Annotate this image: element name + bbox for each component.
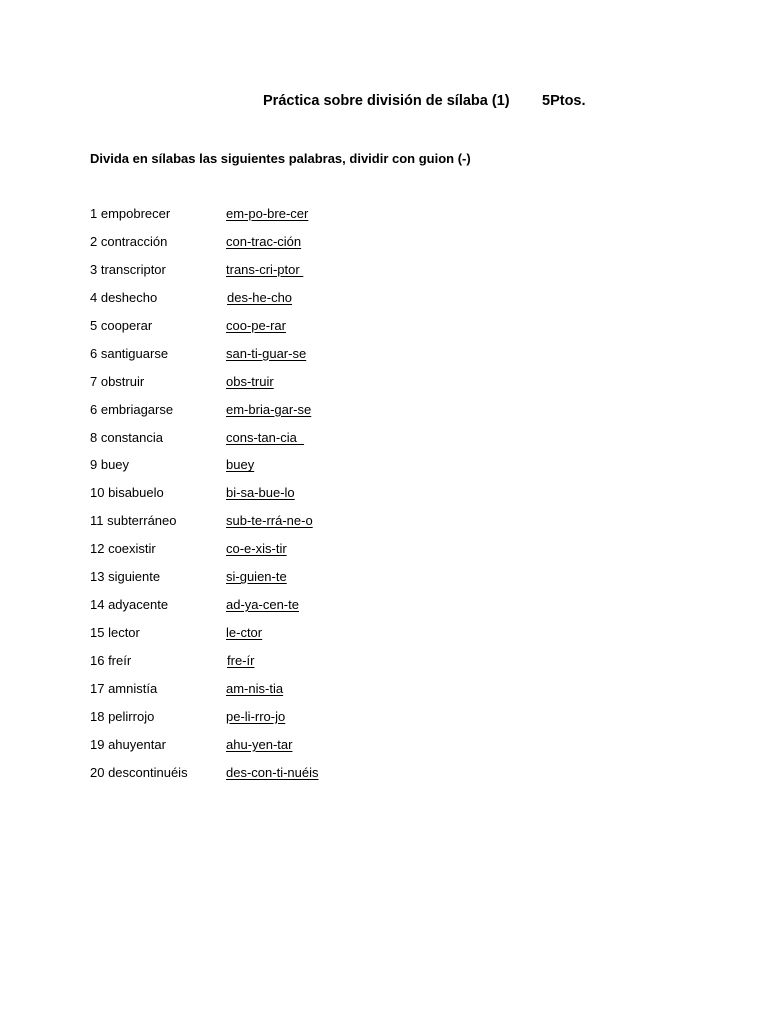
list-item [90, 513, 690, 541]
syllable-answer: em-po-bre-cer [226, 206, 309, 221]
list-item [90, 765, 690, 793]
word-label: 1 empobrecer [90, 206, 171, 221]
list-item [90, 346, 690, 374]
syllable-answer: cons-tan-cia [226, 429, 305, 445]
syllable-answer: sub-te-rrá-ne-o [226, 513, 313, 529]
syllable-answer: ad-ya-cen-te [226, 597, 299, 613]
instructions: Divida en sílabas las siguientes palabras, dividir con guion (-) [90, 151, 471, 166]
syllable-answer: buey [226, 457, 255, 473]
list-item [90, 457, 690, 485]
word-label: 13 siguiente [90, 569, 161, 585]
word-label: 7 obstruir [90, 373, 145, 389]
word-label: 19 ahuyentar [90, 736, 166, 752]
word-label: 16 freír [90, 653, 132, 668]
word-label: 8 constancia [90, 429, 163, 445]
word-label: 12 coexistir [90, 541, 156, 557]
list-item [90, 430, 690, 458]
syllable-answer: des-he-cho [227, 289, 293, 305]
word-label: 5 cooperar [90, 317, 153, 333]
syllable-answer: san-ti-guar-se [226, 345, 307, 361]
list-item [90, 737, 690, 765]
list-item [90, 234, 690, 262]
syllable-answer: bi-sa-bue-lo [226, 485, 295, 501]
syllable-answer: am-nis-tia [226, 680, 284, 696]
word-label: 17 amnistía [90, 680, 158, 696]
word-label: 3 transcriptor [90, 261, 166, 277]
syllable-answer: co-e-xis-tir [226, 541, 287, 557]
syllable-answer: pe-li-rro-jo [226, 708, 286, 724]
word-label: 9 buey [90, 457, 130, 473]
page-title: Práctica sobre división de sílaba (1) [263, 93, 510, 109]
syllable-answer: em-bria-gar-se [226, 401, 312, 417]
word-label: 10 bisabuelo [90, 485, 164, 501]
list-item [90, 485, 690, 513]
title-row [0, 93, 768, 113]
syllable-answer: si-guien-te [226, 569, 287, 585]
word-label: 14 adyacente [90, 597, 169, 613]
word-label: 4 deshecho [90, 289, 158, 305]
list-item [90, 206, 690, 234]
points-label: 5Ptos. [542, 93, 586, 109]
list-item [90, 681, 690, 709]
word-label: 2 contracción [90, 233, 168, 249]
syllable-answer: coo-pe-rar [226, 317, 286, 333]
syllable-answer: fre-ír [227, 653, 255, 668]
syllable-answer: con-trac-ción [226, 233, 302, 249]
list-item [90, 262, 690, 290]
syllable-answer: ahu-yen-tar [226, 736, 293, 752]
list-item [90, 625, 690, 653]
list-item [90, 653, 690, 681]
word-label: 15 lector [90, 625, 140, 641]
list-item [90, 597, 690, 625]
list-item [90, 290, 690, 318]
syllable-answer: des-con-ti-nuéis [226, 764, 319, 780]
list-item [90, 541, 690, 569]
list-item [90, 402, 690, 430]
word-label: 18 pelirrojo [90, 708, 155, 724]
syllable-answer: le-ctor [226, 625, 263, 641]
list-item [90, 569, 690, 597]
word-label: 11 subterráneo [90, 513, 177, 529]
syllable-answer: obs-truir [226, 373, 274, 389]
list-item [90, 318, 690, 346]
word-label: 6 embriagarse [90, 401, 174, 417]
word-label: 6 santiguarse [90, 345, 169, 361]
list-item [90, 709, 690, 737]
word-list [90, 206, 690, 793]
word-label: 20 descontinuéis [90, 764, 188, 780]
list-item [90, 374, 690, 402]
syllable-answer: trans-cri-ptor [226, 261, 304, 277]
